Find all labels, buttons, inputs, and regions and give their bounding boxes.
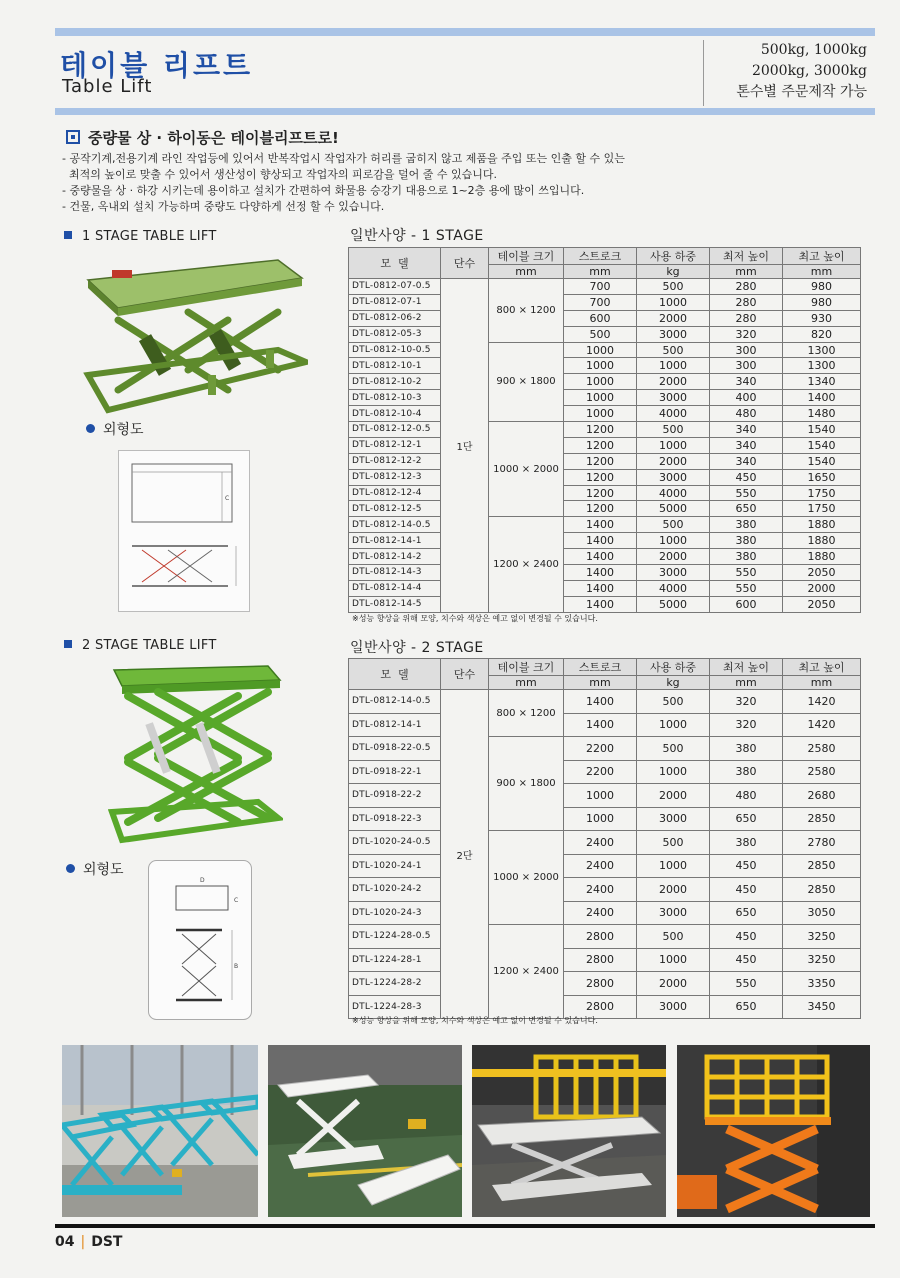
min-height-cell: 550	[710, 580, 783, 596]
model-cell: DTL-0812-14-1	[349, 533, 441, 549]
load-cell: 1000	[637, 358, 710, 374]
table-size-cell: 900 × 1800	[489, 737, 564, 831]
load-cell: 2000	[637, 453, 710, 469]
max-height-cell: 1300	[783, 342, 861, 358]
model-cell: DTL-1224-28-0.5	[349, 925, 441, 949]
table-row	[349, 485, 861, 501]
min-height-cell: 450	[710, 925, 783, 949]
table-size-cell: 800 × 1200	[489, 279, 564, 343]
unit-mm: mm	[489, 676, 564, 690]
load-cell: 3000	[637, 901, 710, 925]
min-height-cell: 340	[710, 422, 783, 438]
min-height-cell: 300	[710, 342, 783, 358]
max-height-cell: 1400	[783, 390, 861, 406]
model-cell: DTL-0918-22-2	[349, 784, 441, 808]
header-min-height: 최저 높이	[710, 248, 783, 265]
min-height-cell: 550	[710, 485, 783, 501]
stroke-cell: 1400	[564, 580, 637, 596]
model-cell: DTL-0918-22-0.5	[349, 737, 441, 761]
header-max-height: 최고 높이	[783, 659, 861, 676]
table-row	[349, 596, 861, 612]
load-cell: 1000	[637, 760, 710, 784]
min-height-cell: 380	[710, 517, 783, 533]
dim-c-label: C	[225, 495, 230, 502]
header-stage: 단수	[441, 248, 489, 279]
min-height-cell: 340	[710, 437, 783, 453]
max-height-cell: 980	[783, 279, 861, 295]
table-row	[349, 901, 861, 925]
load-cell: 500	[637, 737, 710, 761]
min-height-cell: 340	[710, 374, 783, 390]
bullet-icon	[64, 640, 72, 648]
photo-white-lift	[268, 1045, 462, 1217]
max-height-cell: 2780	[783, 831, 861, 855]
table-row	[349, 501, 861, 517]
table-row	[349, 760, 861, 784]
header-model: 모 델	[349, 659, 441, 690]
max-height-cell: 2050	[783, 565, 861, 581]
load-cell: 1000	[637, 713, 710, 737]
stroke-cell: 2400	[564, 854, 637, 878]
model-cell: DTL-0918-22-1	[349, 760, 441, 784]
load-cell: 2000	[637, 972, 710, 996]
model-cell: DTL-1224-28-1	[349, 948, 441, 972]
table-row	[349, 878, 861, 902]
intro-list	[62, 151, 762, 215]
intro-heading-text: 중량물 상 · 하이동은 테이블리프트로!	[88, 129, 339, 147]
max-height-cell: 980	[783, 294, 861, 310]
stroke-cell: 1000	[564, 784, 637, 808]
stroke-cell: 2800	[564, 972, 637, 996]
stroke-cell: 1200	[564, 469, 637, 485]
model-cell: DTL-0812-10-0.5	[349, 342, 441, 358]
max-height-cell: 1420	[783, 690, 861, 714]
min-height-cell: 450	[710, 948, 783, 972]
load-cell: 5000	[637, 596, 710, 612]
dot-bullet-icon	[66, 864, 75, 873]
table-row	[349, 437, 861, 453]
model-cell: DTL-0812-10-4	[349, 406, 441, 422]
min-height-cell: 380	[710, 549, 783, 565]
outline-2-label-text: 외형도	[83, 862, 124, 878]
table-row	[349, 737, 861, 761]
model-cell: DTL-0812-12-4	[349, 485, 441, 501]
header-load: 사용 하중	[637, 248, 710, 265]
table-row	[349, 807, 861, 831]
load-cell: 2000	[637, 374, 710, 390]
header-load: 사용 하중	[637, 659, 710, 676]
stroke-cell: 2800	[564, 948, 637, 972]
outline-2-label	[66, 859, 124, 879]
capacity-box	[703, 40, 875, 106]
model-cell: DTL-0812-14-4	[349, 580, 441, 596]
stroke-cell: 700	[564, 279, 637, 295]
min-height-cell: 550	[710, 972, 783, 996]
max-height-cell: 1480	[783, 406, 861, 422]
min-height-cell: 280	[710, 310, 783, 326]
max-height-cell: 2580	[783, 737, 861, 761]
stroke-cell: 1200	[564, 485, 637, 501]
max-height-cell: 3250	[783, 948, 861, 972]
table-row	[349, 948, 861, 972]
table-size-cell: 1200 × 2400	[489, 925, 564, 1019]
stroke-cell: 1400	[564, 533, 637, 549]
table-row	[349, 580, 861, 596]
min-height-cell: 320	[710, 326, 783, 342]
stroke-cell: 1000	[564, 390, 637, 406]
intro-line: 최적의 높이로 맞출 수 있어서 생산성이 향상되고 작업자의 피로감을 덜어 줄 수 있습니다.	[62, 168, 497, 181]
load-cell: 3000	[637, 995, 710, 1019]
load-cell: 1000	[637, 854, 710, 878]
model-cell: DTL-0812-07-1	[349, 294, 441, 310]
model-cell: DTL-0812-14-3	[349, 565, 441, 581]
min-height-cell: 450	[710, 469, 783, 485]
max-height-cell: 820	[783, 326, 861, 342]
header-table-size: 테이블 크기	[489, 659, 564, 676]
table-size-cell: 800 × 1200	[489, 690, 564, 737]
header-stroke: 스트로크	[564, 659, 637, 676]
page-title-english: Table Lift	[62, 76, 153, 97]
spec-table-1-stage	[348, 247, 861, 613]
table-row	[349, 326, 861, 342]
table-row	[349, 831, 861, 855]
min-height-cell: 650	[710, 501, 783, 517]
spec-table-2-stage	[348, 658, 861, 1019]
model-cell: DTL-0812-10-3	[349, 390, 441, 406]
model-cell: DTL-1224-28-3	[349, 995, 441, 1019]
page-number: 04	[55, 1234, 75, 1250]
stroke-cell: 1200	[564, 437, 637, 453]
square-bullet-icon	[66, 130, 80, 144]
model-cell: DTL-0812-12-0.5	[349, 422, 441, 438]
stroke-cell: 1000	[564, 342, 637, 358]
stroke-cell: 1200	[564, 453, 637, 469]
max-height-cell: 2680	[783, 784, 861, 808]
model-cell: DTL-1224-28-2	[349, 972, 441, 996]
table-size-cell: 1200 × 2400	[489, 517, 564, 612]
max-height-cell: 930	[783, 310, 861, 326]
stroke-cell: 1000	[564, 374, 637, 390]
load-cell: 1000	[637, 294, 710, 310]
model-cell: DTL-0812-10-1	[349, 358, 441, 374]
load-cell: 4000	[637, 485, 710, 501]
max-height-cell: 2850	[783, 807, 861, 831]
page-title-korean: 테이블 리프트	[60, 49, 254, 82]
table-row	[349, 972, 861, 996]
table-row	[349, 422, 861, 438]
dot-bullet-icon	[86, 424, 95, 433]
load-cell: 4000	[637, 580, 710, 596]
dim-b-label: B	[234, 963, 239, 970]
min-height-cell: 480	[710, 406, 783, 422]
table-row	[349, 358, 861, 374]
one-stage-outline-drawing	[118, 450, 250, 612]
header-max-height: 최고 높이	[783, 248, 861, 265]
stroke-cell: 500	[564, 326, 637, 342]
bullet-icon	[64, 231, 72, 239]
header-table-size: 테이블 크기	[489, 248, 564, 265]
table-2-note: ※성능 향상을 위해 모양, 치수와 색상은 예고 없이 변경될 수 있습니다.	[352, 1016, 598, 1025]
table-row	[349, 784, 861, 808]
table-row	[349, 713, 861, 737]
model-cell: DTL-0812-10-2	[349, 374, 441, 390]
load-cell: 2000	[637, 784, 710, 808]
max-height-cell: 1300	[783, 358, 861, 374]
model-cell: DTL-0812-14-5	[349, 596, 441, 612]
header-model: 모 델	[349, 248, 441, 279]
intro-line: - 공작기계,전용기계 라인 작업등에 있어서 반복작업시 작업자가 허리를 굽히지 않고 제품을 주입 또는 인출 할 수 있는	[62, 152, 625, 165]
load-cell: 500	[637, 422, 710, 438]
max-height-cell: 1420	[783, 713, 861, 737]
table-row	[349, 565, 861, 581]
section-2-label-text: 2 STAGE TABLE LIFT	[82, 638, 217, 653]
load-cell: 4000	[637, 406, 710, 422]
max-height-cell: 2580	[783, 760, 861, 784]
page-footer	[55, 1234, 122, 1250]
model-cell: DTL-0812-14-0.5	[349, 517, 441, 533]
stroke-cell: 2400	[564, 878, 637, 902]
outline-1-label-text: 외형도	[103, 422, 144, 438]
stroke-cell: 1400	[564, 549, 637, 565]
table-row	[349, 406, 861, 422]
model-cell: DTL-0812-12-2	[349, 453, 441, 469]
model-cell: DTL-1020-24-3	[349, 901, 441, 925]
stroke-cell: 1400	[564, 565, 637, 581]
stroke-cell: 2800	[564, 925, 637, 949]
max-height-cell: 2850	[783, 878, 861, 902]
load-cell: 3000	[637, 807, 710, 831]
min-height-cell: 380	[710, 831, 783, 855]
model-cell: DTL-0918-22-3	[349, 807, 441, 831]
max-height-cell: 1880	[783, 517, 861, 533]
model-cell: DTL-0812-12-1	[349, 437, 441, 453]
unit-kg: kg	[637, 676, 710, 690]
capacity-line: 500kg, 1000kg	[760, 42, 867, 58]
max-height-cell: 1750	[783, 485, 861, 501]
footer-bar	[55, 1224, 875, 1228]
model-cell: DTL-0812-07-0.5	[349, 279, 441, 295]
table-row	[349, 549, 861, 565]
table-1-title: 일반사양 - 1 STAGE	[350, 228, 484, 244]
unit-mm: mm	[710, 265, 783, 279]
capacity-line: 톤수별 주문제작 가능	[736, 84, 867, 100]
photo-orange-lift	[677, 1045, 870, 1217]
model-cell: DTL-1020-24-0.5	[349, 831, 441, 855]
min-height-cell: 550	[710, 565, 783, 581]
min-height-cell: 380	[710, 737, 783, 761]
max-height-cell: 3050	[783, 901, 861, 925]
stage-cell: 2단	[441, 690, 489, 1019]
max-height-cell: 1340	[783, 374, 861, 390]
load-cell: 2000	[637, 310, 710, 326]
stroke-cell: 700	[564, 294, 637, 310]
max-height-cell: 3250	[783, 925, 861, 949]
load-cell: 5000	[637, 501, 710, 517]
table-1-note: ※성능 향상을 위해 모양, 치수와 색상은 예고 없이 변경될 수 있습니다.	[352, 614, 598, 623]
min-height-cell: 320	[710, 713, 783, 737]
load-cell: 2000	[637, 878, 710, 902]
table-row	[349, 453, 861, 469]
stroke-cell: 2200	[564, 760, 637, 784]
max-height-cell: 2050	[783, 596, 861, 612]
footer-separator: |	[80, 1234, 86, 1250]
top-accent-bar	[55, 28, 875, 36]
stroke-cell: 1400	[564, 713, 637, 737]
stroke-cell: 2800	[564, 995, 637, 1019]
max-height-cell: 1540	[783, 453, 861, 469]
two-stage-lift-photo	[108, 662, 283, 844]
unit-mm: mm	[564, 676, 637, 690]
min-height-cell: 300	[710, 358, 783, 374]
table-size-cell: 1000 × 2000	[489, 422, 564, 517]
model-cell: DTL-0812-12-3	[349, 469, 441, 485]
table-row	[349, 294, 861, 310]
model-cell: DTL-0812-14-2	[349, 549, 441, 565]
header-stage: 단수	[441, 659, 489, 690]
min-height-cell: 650	[710, 901, 783, 925]
max-height-cell: 1540	[783, 437, 861, 453]
load-cell: 500	[637, 831, 710, 855]
load-cell: 2000	[637, 549, 710, 565]
stroke-cell: 2400	[564, 831, 637, 855]
table-row	[349, 279, 861, 295]
intro-heading	[66, 127, 339, 148]
max-height-cell: 1880	[783, 533, 861, 549]
model-cell: DTL-0812-05-3	[349, 326, 441, 342]
min-height-cell: 280	[710, 279, 783, 295]
header-stroke: 스트로크	[564, 248, 637, 265]
section-1-label-text: 1 STAGE TABLE LIFT	[82, 229, 217, 244]
stroke-cell: 1400	[564, 596, 637, 612]
table-row	[349, 390, 861, 406]
min-height-cell: 400	[710, 390, 783, 406]
unit-mm: mm	[564, 265, 637, 279]
model-cell: DTL-0812-06-2	[349, 310, 441, 326]
max-height-cell: 1650	[783, 469, 861, 485]
min-height-cell: 480	[710, 784, 783, 808]
stroke-cell: 1000	[564, 807, 637, 831]
min-height-cell: 450	[710, 878, 783, 902]
stroke-cell: 1400	[564, 517, 637, 533]
load-cell: 500	[637, 279, 710, 295]
capacity-line: 2000kg, 3000kg	[751, 63, 867, 79]
max-height-cell: 1540	[783, 422, 861, 438]
table-row	[349, 517, 861, 533]
model-cell: DTL-0812-14-0.5	[349, 690, 441, 714]
load-cell: 3000	[637, 565, 710, 581]
table-2-title: 일반사양 - 2 STAGE	[350, 640, 484, 656]
table-row	[349, 690, 861, 714]
outline-1-label	[86, 419, 144, 439]
dim-c-label: C	[234, 897, 239, 904]
stroke-cell: 2400	[564, 901, 637, 925]
load-cell: 3000	[637, 390, 710, 406]
unit-mm: mm	[710, 676, 783, 690]
dim-d-label: D	[200, 877, 205, 884]
unit-mm: mm	[783, 676, 861, 690]
max-height-cell: 3350	[783, 972, 861, 996]
min-height-cell: 450	[710, 854, 783, 878]
load-cell: 500	[637, 517, 710, 533]
stroke-cell: 1200	[564, 501, 637, 517]
min-height-cell: 600	[710, 596, 783, 612]
table-row	[349, 310, 861, 326]
load-cell: 3000	[637, 469, 710, 485]
model-cell: DTL-1020-24-2	[349, 878, 441, 902]
brand-name: DST	[91, 1234, 123, 1250]
min-height-cell: 340	[710, 453, 783, 469]
header-min-height: 최저 높이	[710, 659, 783, 676]
stroke-cell: 2200	[564, 737, 637, 761]
load-cell: 1000	[637, 437, 710, 453]
unit-mm: mm	[489, 265, 564, 279]
table-row	[349, 342, 861, 358]
model-cell: DTL-0812-14-1	[349, 713, 441, 737]
max-height-cell: 3450	[783, 995, 861, 1019]
photo-blue-lifts	[62, 1045, 258, 1217]
max-height-cell: 2850	[783, 854, 861, 878]
load-cell: 3000	[637, 326, 710, 342]
min-height-cell: 380	[710, 533, 783, 549]
load-cell: 500	[637, 925, 710, 949]
stroke-cell: 1000	[564, 406, 637, 422]
stroke-cell: 1200	[564, 422, 637, 438]
min-height-cell: 650	[710, 807, 783, 831]
one-stage-lift-photo	[78, 250, 308, 420]
stroke-cell: 600	[564, 310, 637, 326]
model-cell: DTL-1020-24-1	[349, 854, 441, 878]
max-height-cell: 2000	[783, 580, 861, 596]
table-row	[349, 925, 861, 949]
unit-kg: kg	[637, 265, 710, 279]
load-cell: 1000	[637, 533, 710, 549]
table-row	[349, 469, 861, 485]
table-row	[349, 533, 861, 549]
load-cell: 500	[637, 690, 710, 714]
min-height-cell: 280	[710, 294, 783, 310]
intro-line: - 중량물을 상 · 하강 시키는데 용이하고 설치가 간편하여 화물용 승강기 대용으로 1~2층 용에 많이 쓰입니다.	[62, 184, 585, 197]
table-size-cell: 1000 × 2000	[489, 831, 564, 925]
load-cell: 500	[637, 342, 710, 358]
min-height-cell: 320	[710, 690, 783, 714]
min-height-cell: 650	[710, 995, 783, 1019]
section-1-label	[64, 229, 217, 244]
intro-line: - 건물, 옥내외 설치 가능하며 중량도 다양하게 선정 할 수 있습니다.	[62, 200, 385, 213]
max-height-cell: 1750	[783, 501, 861, 517]
stage-cell: 1단	[441, 279, 489, 613]
header-underline-bar	[55, 108, 875, 115]
model-cell: DTL-0812-12-5	[349, 501, 441, 517]
section-2-label	[64, 638, 217, 653]
max-height-cell: 1880	[783, 549, 861, 565]
unit-mm: mm	[783, 265, 861, 279]
table-size-cell: 900 × 1800	[489, 342, 564, 421]
load-cell: 1000	[637, 948, 710, 972]
table-row	[349, 854, 861, 878]
photo-roller-lift	[472, 1045, 666, 1217]
stroke-cell: 1000	[564, 358, 637, 374]
table-row	[349, 374, 861, 390]
min-height-cell: 380	[710, 760, 783, 784]
two-stage-outline-drawing	[148, 860, 252, 1020]
stroke-cell: 1400	[564, 690, 637, 714]
